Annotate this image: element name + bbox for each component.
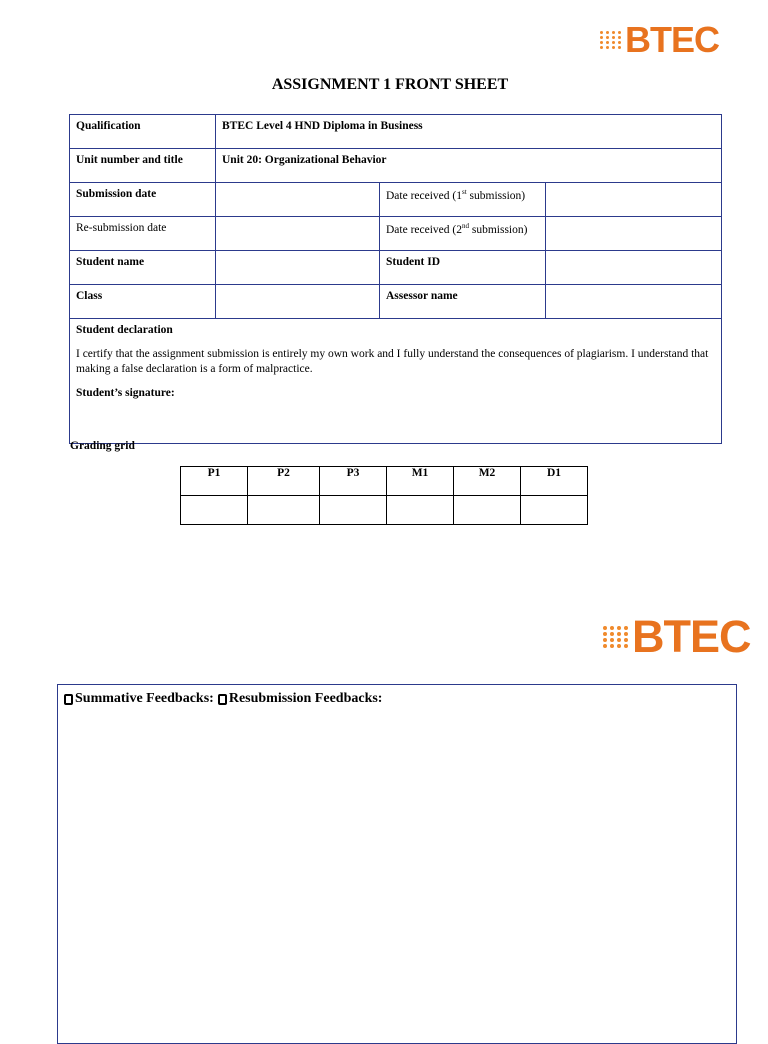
summative-feedback-label: Summative Feedbacks: (75, 691, 214, 706)
qualification-label: Qualification (70, 115, 216, 148)
grade-header-m2: M2 (454, 467, 521, 496)
qualification-row (70, 115, 721, 149)
date-received-1-label (380, 183, 546, 216)
logo-text: BTEC (632, 611, 751, 662)
resubmission-row (70, 217, 721, 251)
logo-dots-icon (600, 31, 622, 49)
btec-logo-2 (603, 611, 751, 662)
btec-logo (600, 19, 719, 60)
grade-cell-m1[interactable] (387, 496, 454, 525)
submission-date-label: Submission date (70, 183, 216, 216)
grade-header-p2: P2 (248, 467, 320, 496)
resubmission-feedback-label: Resubmission Feedbacks: (228, 691, 383, 706)
submission-date-field[interactable] (216, 183, 380, 216)
class-label: Class (70, 285, 216, 318)
class-row (70, 285, 721, 319)
declaration-title: Student declaration (76, 324, 173, 336)
checkbox-icon[interactable] (64, 694, 73, 705)
unit-value: Unit 20: Organizational Behavior (222, 154, 387, 166)
student-id-label: Student ID (380, 251, 546, 284)
student-row (70, 251, 721, 285)
submission-row (70, 183, 721, 217)
grading-header-row (181, 467, 588, 496)
grading-value-row (181, 496, 588, 525)
assessor-name-field[interactable] (546, 285, 721, 318)
grade-cell-p2[interactable] (248, 496, 320, 525)
checkbox-icon[interactable] (218, 694, 227, 705)
grade-header-d1: D1 (521, 467, 588, 496)
student-declaration (70, 319, 721, 443)
grade-cell-p3[interactable] (320, 496, 387, 525)
grading-grid (180, 466, 588, 525)
grade-header-p3: P3 (320, 467, 387, 496)
date-received-1-suffix: submission) (466, 189, 526, 202)
logo-dots-icon (603, 626, 629, 648)
date-received-2-sup: nd (461, 222, 469, 230)
class-field[interactable] (216, 285, 380, 318)
resubmission-date-label: Re-submission date (70, 217, 216, 250)
assessor-name-label: Assessor name (380, 285, 546, 318)
grade-cell-d1[interactable] (521, 496, 588, 525)
grade-header-m1: M1 (387, 467, 454, 496)
resubmission-date-field[interactable] (216, 217, 380, 250)
signature-label: Student’s signature: (76, 387, 175, 399)
page-title: ASSIGNMENT 1 FRONT SHEET (271, 76, 509, 93)
date-received-2-suffix: submission) (468, 223, 528, 236)
date-received-1-prefix: Date received (1 (386, 189, 462, 202)
unit-label: Unit number and title (70, 149, 216, 182)
feedback-box[interactable] (57, 684, 737, 1044)
front-sheet-table (69, 114, 722, 444)
grade-header-p1: P1 (181, 467, 248, 496)
qualification-value: BTEC Level 4 HND Diploma in Business (222, 120, 423, 132)
declaration-text: I certify that the assignment submission is entirely my own work and I fully understand the consequences of plagiarism. I understand that making a false declaration is a form of malpractice. (76, 348, 709, 375)
date-received-2-prefix: Date received (2 (386, 223, 462, 236)
grade-cell-m2[interactable] (454, 496, 521, 525)
student-name-label: Student name (70, 251, 216, 284)
date-received-1-field[interactable] (546, 183, 721, 216)
date-received-1-sup: st (461, 188, 467, 196)
student-id-field[interactable] (546, 251, 721, 284)
logo-text: BTEC (625, 19, 719, 60)
unit-row (70, 149, 721, 183)
grade-cell-p1[interactable] (181, 496, 248, 525)
date-received-2-label (380, 217, 546, 250)
student-name-field[interactable] (216, 251, 380, 284)
grading-grid-label: Grading grid (70, 440, 135, 452)
date-received-2-field[interactable] (546, 217, 721, 250)
feedback-header (64, 691, 382, 707)
